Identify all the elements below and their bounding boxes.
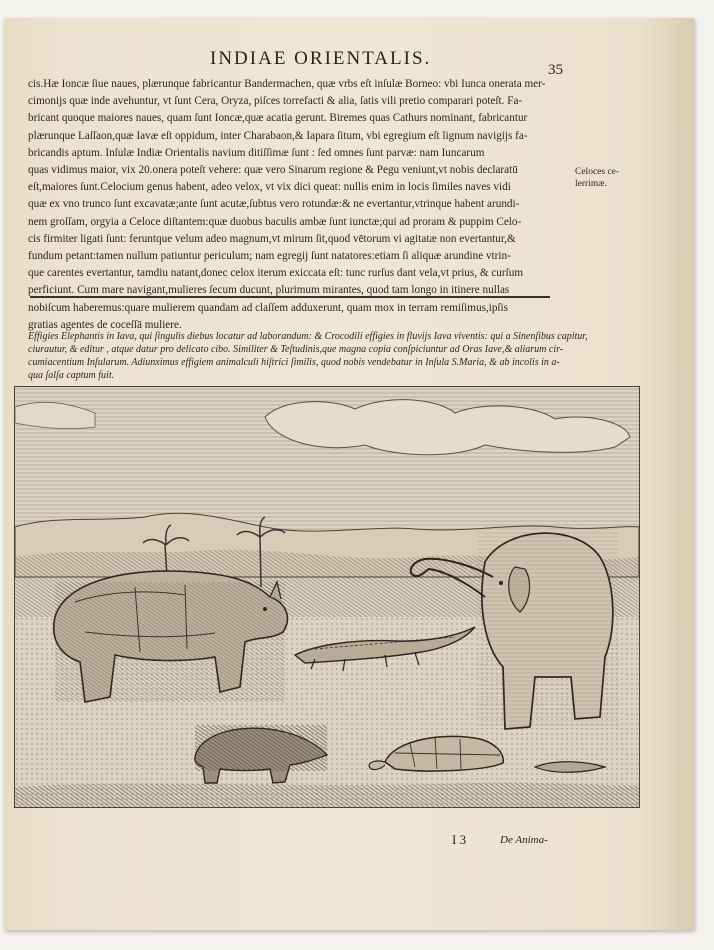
caption-line: qua ſalſa captum fuit. [28, 370, 115, 381]
caption-line: Effigies Elephantis in Iava, qui ſingulis diebus locatur ad laborandum: & Crocodili effigies in fluvijs Iava viventis: qui a Sinenſibus capitur, [28, 331, 588, 342]
catchword: De Anima- [500, 834, 548, 846]
body-line: cis firmiter ligati ſunt: feruntque velum adeo magnum,vt mirum ſit,quod vētorum vi agitatæ non evertantur,& [28, 232, 516, 245]
body-line: bricant quoque maiores naues, quam ſunt Ioncæ,quæ acatia gerunt. Biremes quas Cathurs nominant, fabricantur [28, 112, 528, 125]
body-line: quæ ex vno trunco ſunt excavatæ;ante ſunt acutæ,ſubtus vero rotundæ:& ne evertantur,vtrinque habent arundi- [28, 198, 520, 211]
body-line: que carentes evertantur, tamdiu natant,donec celox iterum exiccata eſt: tunc rurſus dant vela,vt prius, & curſum [28, 267, 524, 280]
body-line: perficiunt. Cum mare navigant,mulieres ſecum ducunt, plurimum mirantes, quod tam longo in itinere nullas [28, 284, 510, 297]
body-line: nobiſcum haberemus:quare mulierem quandam ad claſſem adduxerunt, quam mox in terram remiſimus,ipſis [28, 301, 508, 314]
marginal-note: Celoces ce-lerrimæ. [575, 167, 620, 189]
caption-line: cumiacentium Inſularum. Adiunximus effigiem animalculi hiſtrici ſimilis, quod nobis vendebatur in Inſula S.Maria, & ab incolis in a- [28, 357, 560, 368]
signature-mark: I 3 [452, 832, 467, 847]
body-line: eſt,maiores ſunt.Celocium genus habent, adeo velox, vt vix dici queat: nullis enim in locis ſimiles naves vidi [28, 181, 511, 194]
body-line: quas vidimus maior, vix 20.onera poteſt vehere: quæ vero Sinarum regione & Pegu veniunt,vt nobis declaratū [28, 164, 518, 177]
body-line: cis.Hæ Ioncæ ſiue naues, plærunque fabricantur Bandermachen, quæ vrbs eſt inſulæ Borneo: vbi Iunca onerata mer- [28, 78, 546, 90]
running-title: INDIAE ORIENTALIS. [210, 48, 432, 69]
body-line: bricandis aptum. Inſulæ Indiæ Orientalis navium ditiſſimæ ſunt : ſed omnes ſunt parvæ: nam Iuncarum [28, 146, 485, 159]
body-line: cimonijs quæ inde avehuntur, vt ſunt Cera, Oryza, piſces torrefacti & alia, ſatis vili pretio comparari poteſt. Fa- [28, 95, 523, 108]
body-line: fundum petant:tamen nullum patiuntur periculum; nam egregij ſunt natatores:etiam ſi aliquæ arundine vtrin- [28, 250, 511, 263]
plate-caption [28, 330, 648, 382]
caption-line: ciurautur, & editur , atque datur pro delicato cibo. Similiter & Teſtudinis,que magna copia conſpiciuntur ad Oras Iave,& aliarum cir- [28, 344, 564, 355]
body-line: nem groſſam, orgyia a Celoce diſtantem:quæ duobus baculis ambæ ſunt iunctæ;qui ad proram & puppim Celo- [28, 215, 522, 228]
engraving-plate [14, 386, 640, 808]
page-number: 35 [548, 62, 563, 78]
foreground-shading [15, 783, 639, 807]
rhinoceros [54, 571, 288, 702]
body-line: plærunque Laſſaon,quæ Iavæ eſt oppidum, inter Charabaon,& Iapara ſitum, vbi egregium eſt lignum navigijs fa- [28, 129, 528, 142]
engraving-illustration [15, 387, 639, 807]
horizontal-rule [30, 296, 550, 298]
body-line: gratias agentes de coceſſā muliere. [28, 318, 182, 331]
